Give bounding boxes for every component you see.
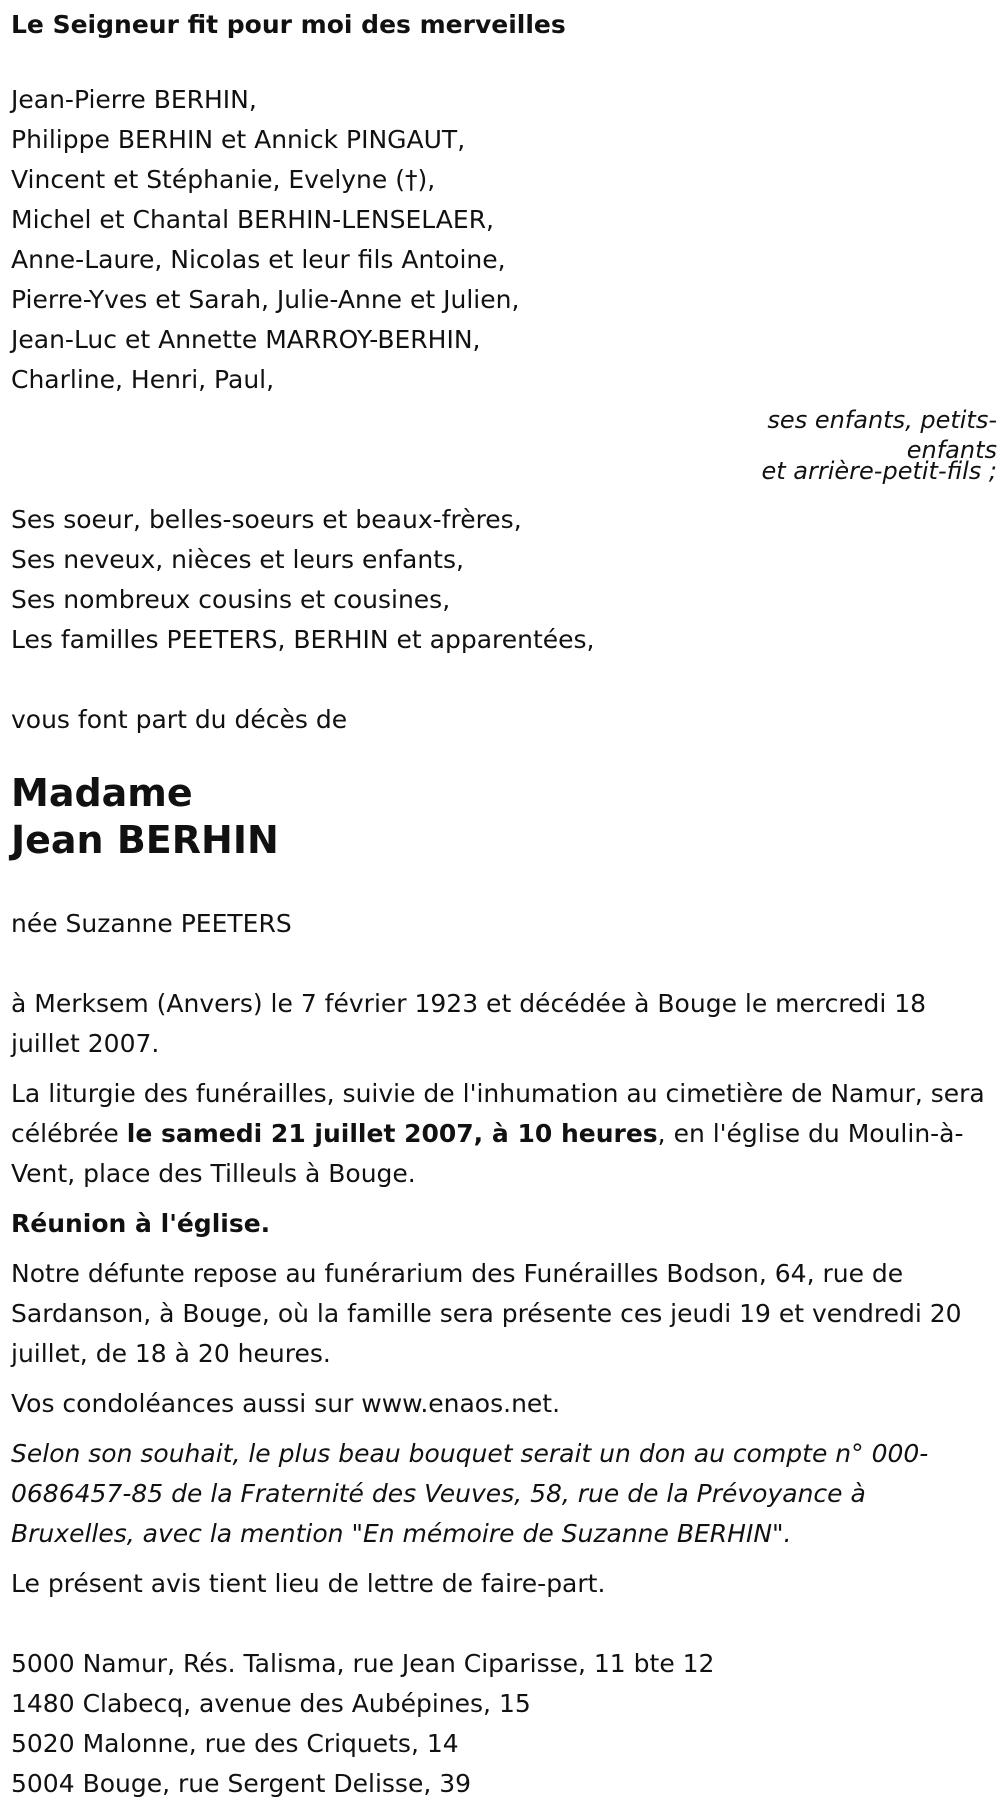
- extended-family-line: Ses soeur, belles-soeurs et beaux-frères,: [11, 505, 522, 534]
- relation-line: et arrière-petit-fils ;: [761, 457, 997, 485]
- notice-paragraph: Le présent avis tient lieu de lettre de faire-part.: [11, 1569, 606, 1598]
- family-line: Michel et Chantal BERHIN-LENSELAER,: [11, 205, 495, 234]
- family-line: Vincent et Stéphanie, Evelyne (†),: [11, 165, 436, 194]
- deceased-name: [11, 770, 996, 864]
- family-line: Anne-Laure, Nicolas et leur fils Antoine,: [11, 245, 506, 274]
- address-line: 1480 Clabecq, avenue des Aubépines, 15: [11, 1689, 531, 1718]
- relation-line: enfants: [906, 436, 997, 464]
- extended-family-list: [11, 500, 996, 660]
- extended-family-line: Ses nombreux cousins et cousines,: [11, 585, 451, 614]
- birth-death-paragraph: à Merksem (Anvers) le 7 février 1923 et décédée à Bouge le mercredi 18 juillet 2007.: [11, 989, 927, 1058]
- address-line: 5000 Namur, Rés. Talisma, rue Jean Ciparisse, 11 bte 12: [11, 1649, 715, 1678]
- family-line: Philippe BERHIN et Annick PINGAUT,: [11, 125, 466, 154]
- family-list: [11, 80, 996, 400]
- deceased-full-name: Jean BERHIN: [11, 818, 279, 862]
- reunion-paragraph: [11, 1204, 996, 1244]
- relation-line: ses enfants, petits-: [767, 406, 997, 434]
- extended-family-line: Les familles PEETERS, BERHIN et apparentées,: [11, 625, 595, 654]
- family-relation: [11, 400, 997, 485]
- wish-paragraph: Selon son souhait, le plus beau bouquet serait un don au compte n° 000-0686457-85 de la Fraternité des Veuves, 58, rue de la Prévoyance à Bruxelles, avec la mention "En mémoire de Suzanne BERHIN".: [11, 1439, 929, 1548]
- deceased-title: Madame: [11, 771, 193, 815]
- family-line: Jean-Luc et Annette MARROY-BERHIN,: [11, 325, 481, 354]
- address-line: 5020 Malonne, rue des Criquets, 14: [11, 1729, 459, 1758]
- condolences-paragraph: Vos condoléances aussi sur www.enaos.net.: [11, 1389, 561, 1418]
- address-line: 5004 Bouge, rue Sergent Delisse, 39: [11, 1769, 472, 1798]
- family-line: Charline, Henri, Paul,: [11, 365, 275, 394]
- liturgy-paragraph: [11, 1074, 996, 1194]
- liturgy-date: le samedi 21 juillet 2007, à 10 heures: [126, 1119, 658, 1148]
- reunion-text: Réunion à l'église.: [11, 1209, 271, 1238]
- announcement: vous font part du décès de: [11, 705, 348, 734]
- funerarium-paragraph: Notre défunte repose au funérarium des Funérailles Bodson, 64, rue de Sardanson, à Bouge, où la famille sera présente ces jeudi 19 et vendredi 20 juillet, de 18 à 20 heures.: [11, 1259, 962, 1368]
- family-line: Pierre-Yves et Sarah, Julie-Anne et Julien,: [11, 285, 520, 314]
- address-list: [11, 1644, 996, 1804]
- liturgy-text-end: , en l'église du Moulin-à-Vent, place des Tilleuls à Bouge.: [11, 1119, 964, 1188]
- epigraph: Le Seigneur fit pour moi des merveilles: [11, 10, 566, 39]
- extended-family-line: Ses neveux, nièces et leurs enfants,: [11, 545, 464, 574]
- born-name: née Suzanne PEETERS: [11, 909, 292, 938]
- family-line: Jean-Pierre BERHIN,: [11, 85, 257, 114]
- obituary-notice: [11, 8, 996, 1804]
- liturgy-text: La liturgie des funérailles, suivie de l'inhumation au cimetière de Namur, sera célébrée: [11, 1079, 985, 1148]
